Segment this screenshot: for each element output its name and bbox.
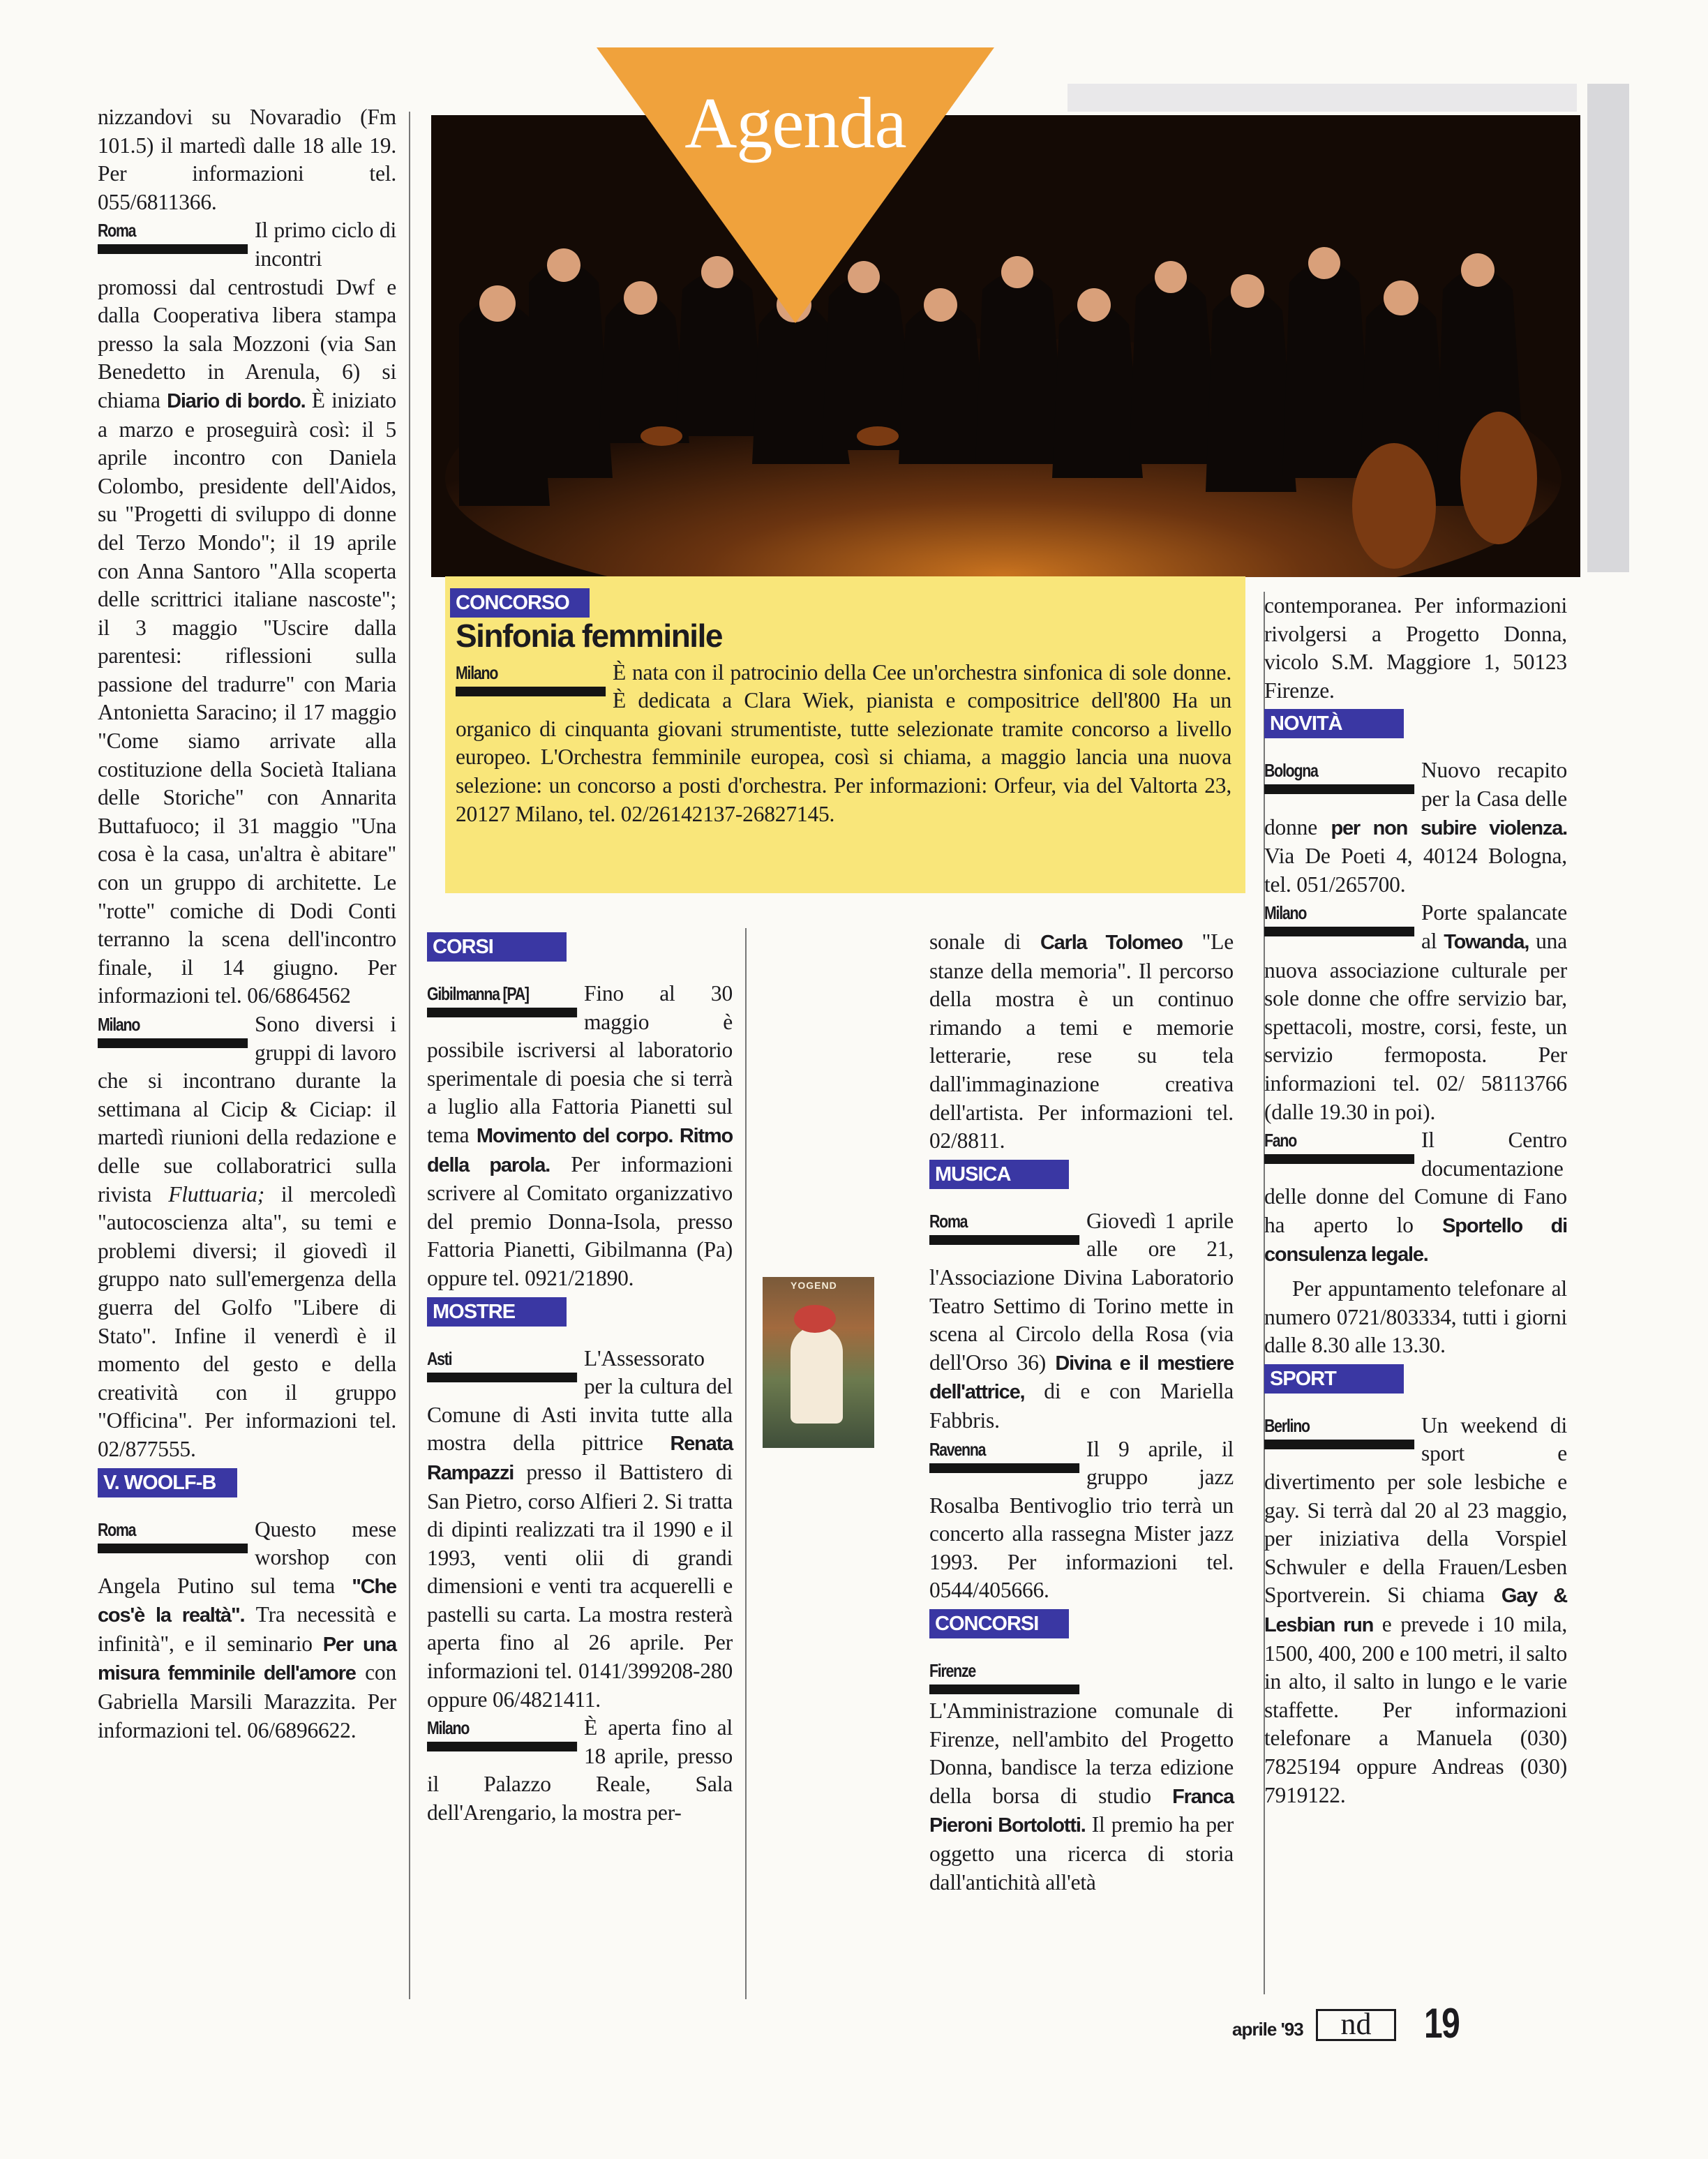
location-bar: [1264, 784, 1414, 794]
location-label: Roma: [98, 220, 136, 241]
section-title: Agenda: [684, 83, 906, 163]
location-label: Asti: [427, 1347, 452, 1369]
entry-text: Un weekend di sport e divertimento per sole lesbiche e gay. Si terrà dal 20 al 23 maggio, per iniziativa della Vorspiel Schwuler e della Frauen/Lesben Sportverein. Si chiama: [1264, 1412, 1567, 1608]
entry-text: di e con Mariella Fabbris.: [929, 1379, 1234, 1433]
location-label: Roma: [98, 1518, 136, 1540]
entry-highlight: Sportello di consulenza legale.: [1264, 1214, 1567, 1267]
category-label: NOVITÀ: [1264, 709, 1404, 738]
location-bar: [427, 1742, 577, 1751]
entry-gibilmanna: [427, 980, 733, 1293]
entry-asti: [427, 1345, 733, 1714]
location-label: Milano: [98, 1014, 140, 1035]
footer-date: aprile '93: [1232, 2019, 1303, 2040]
entry-text: Fino al 30 maggio è possibile iscriversi al laboratorio sperimentale di poesia che si terrà a luglio alla Fattoria Pianetti sul tema: [427, 981, 733, 1147]
magazine-logo: nd: [1316, 2009, 1396, 2041]
box-text: È nata con il patrocinio della Cee un'orchestra sinfonica di sole donne. È dedicata a Clara Wiek, pianista e compositrice dell'800 Ha un organico di cinquanta giovani strumentiste, tutte selezionate tramite concorso a livello europeo. L'Orchestra femminile europea, così si chiama, a maggio lancia una nuova selezione: un concorso a posti d'orchestra. Per informazioni: Orfeur, via del Valtorta 23, 20127 Milano, tel. 02/26142137-26827145.: [456, 659, 1231, 826]
location-label: Berlino: [1264, 1414, 1310, 1436]
intro-text: contemporanea. Per informazioni rivolgersi a Progetto Donna, vicolo S.M. Maggiore 1, 50123 Firenze.: [1264, 593, 1567, 703]
location-bar: [98, 244, 248, 254]
poster-image: [763, 1277, 874, 1448]
entry-text: Porte spalancate al: [1421, 900, 1567, 953]
intro-text: [929, 928, 1234, 1156]
location-bar: [1264, 1154, 1414, 1164]
entry-text: e prevede i 10 mila, 1500, 400, 200 e 100 metri, il salto in alto, il salto in lungo e le varie staffette. Per informazioni telefonare a Manuela (030) 7825194 oppure Andreas (030) 7919122.: [1264, 1612, 1567, 1807]
entry-roma: [929, 1207, 1234, 1435]
category-label: SPORT: [1264, 1364, 1404, 1394]
entry-text: il mercoledì "autocoscienza alta", su temi e problemi diversi; il giovedì il gruppo nato sull'emergenza della guerra del Golfo "Libere di Stato". Infine il venerdì è il momento del gesto e della creatività con il gruppo "Officina". Per informazioni tel. 02/877555.: [98, 1181, 397, 1461]
location-bar: [456, 687, 606, 696]
location-bar: [427, 1008, 577, 1017]
column-3: [929, 928, 1234, 1897]
location-bar: [98, 1038, 248, 1048]
box-entry: [450, 659, 1231, 829]
entry-text: Il premio ha per oggetto una ricerca di storia dall'antichità all'età: [929, 1812, 1234, 1895]
entry-fano: [1264, 1126, 1567, 1269]
intro-text: nizzandovi su Novaradio (Fm 101.5) il martedì dalle 18 alle 19. Per informazioni tel. 055/6811366.: [98, 105, 396, 214]
entry-text: con Gabriella Marsili Marazzita. Per informazioni tel. 06/6896622.: [98, 1660, 396, 1742]
poster-text: YOGEND: [791, 1280, 837, 1291]
entry-ravenna: [929, 1435, 1234, 1606]
location-bar: [929, 1463, 1079, 1473]
entry-highlight: "Che cos'è la realtà".: [98, 1575, 396, 1627]
category-label: CONCORSI: [929, 1609, 1069, 1638]
entry-highlight: Franca Pieroni Bortolotti.: [929, 1785, 1234, 1837]
entry-text: Nuovo recapito per la Casa delle donne: [1264, 758, 1567, 839]
column-rule-1: [409, 112, 410, 1999]
box-title: Sinfonia femminile: [456, 618, 722, 654]
entry-text: L'Assessorato per la cultura del Comune di Asti invita tutte alla mostra della pittrice: [427, 1345, 733, 1456]
entry-text: Per informazioni scrivere al Comitato organizzativo del premio Donna-Isola, presso Fattoria Pianetti, Gibilmanna (Pa) oppure tel. 0921/21890.: [427, 1151, 733, 1290]
entry-highlight: Towanda,: [1444, 930, 1529, 953]
location-bar: [1264, 1440, 1414, 1449]
location-label: Milano: [456, 662, 498, 683]
entry-roma-2: [98, 1516, 396, 1745]
location-bar: [1264, 927, 1414, 936]
category-label: CONCORSO: [450, 588, 590, 618]
column-2: [427, 928, 733, 1828]
entry-text: presso il Battistero di San Pietro, corso Alfieri 2. Si tratta di dipinti realizzati tra il 1990 e il 1993, venti olii di grandi dimensioni e venti tra acquerelli e pastelli su carta. La mostra resterà aperta fino al 26 aprile. Per informazioni tel. 0141/399208-280 oppure 06/4821411.: [427, 1459, 733, 1712]
entry-highlight: per non subire violenza.: [1331, 816, 1567, 839]
location-label: Gibilmanna [PA]: [427, 983, 529, 1004]
location-label: Firenze: [929, 1660, 976, 1682]
entry-highlight: Renata Rampazzi: [427, 1433, 733, 1484]
entry-text: Giovedì 1 aprile alle ore 21, l'Associazione Divina Laboratorio Teatro Settimo di Torino mette in scena al Circolo della Rosa (via dell'Orso 36): [929, 1208, 1234, 1375]
entry-text: una nuova associazione culturale per sole donne che offre servizio bar, spettacoli, mostre, corsi, feste, un servizio fermoposta. Per informazioni tel. 02/ 58113766 (dalle 19.30 in poi).: [1264, 928, 1567, 1124]
entry-berlino: [1264, 1412, 1567, 1809]
entry-highlight: Movimento del corpo. Ritmo della parola.: [427, 1124, 733, 1176]
location-bar: [929, 1684, 1079, 1694]
entry-roma: [98, 216, 396, 1010]
entry-milano: [98, 1010, 396, 1464]
entry-firenze: [929, 1657, 1234, 1897]
entry-bologna: [1264, 756, 1567, 899]
entry-fano-appointment: Per appuntamento telefonare al numero 0721/803334, tutti i giorni dalle 8.30 alle 13.30.: [1264, 1276, 1567, 1358]
entry-text: Via De Poeti 4, 40124 Bologna, tel. 051/265700.: [1264, 844, 1567, 897]
entry-text: È aperta fino al 18 aprile, presso il Palazzo Reale, Sala dell'Arengario, la mostra per-: [427, 1715, 733, 1825]
location-bar: [427, 1373, 577, 1382]
page-number: 19: [1424, 2000, 1460, 2047]
location-label: Roma: [929, 1210, 968, 1232]
entry-milano: [427, 1714, 733, 1827]
entry-highlight: Gay & Lesbian run: [1264, 1585, 1567, 1636]
faded-text-shade: [1068, 84, 1577, 112]
entry-highlight: Diario di bordo.: [167, 389, 306, 412]
location-label: Bologna: [1264, 760, 1318, 782]
entry-text: Il primo ciclo di incontri promossi dal centrostudi Dwf e dalla Cooperativa libera stampa presso la sala Mozzoni (via San Benedetto in Arenula, 6) si chiama: [98, 218, 396, 412]
entry-text: Questo mese worshop con Angela Putino sul tema: [98, 1516, 396, 1598]
entry-text: Tra necessità e infinità", e il seminario: [98, 1602, 397, 1656]
entry-highlight: Divina e il mestiere dell'attrice,: [929, 1352, 1234, 1404]
location-label: Milano: [1264, 902, 1307, 924]
category-label: CORSI: [427, 932, 567, 962]
entry-text: "Le stanze della memoria". Il percorso della mostra è un continuo rimando a temi e memorie letterarie, rese su tela dall'immaginazione creativa dell'artista. Per informazioni tel. 02/8811.: [929, 929, 1234, 1153]
category-label: MUSICA: [929, 1160, 1069, 1189]
entry-italic: Fluttuaria;: [168, 1181, 265, 1206]
location-label: Milano: [427, 1717, 470, 1739]
category-label: V. WOOLF-B: [98, 1468, 237, 1497]
entry-highlight: Carla Tolomeo: [1040, 932, 1183, 954]
entry-text: sonale di: [929, 929, 1040, 954]
poster-figure: [791, 1326, 843, 1424]
entry-text: Il Centro documentazione delle donne del Comune di Fano ha aperto lo: [1264, 1128, 1567, 1237]
entry-text: L'Amministrazione comunale di Firenze, nell'ambito del Progetto Donna, bandisce la terza edizione della borsa di studio: [929, 1698, 1234, 1808]
right-edge-shade: [1587, 84, 1629, 572]
entry-highlight: Per una misura femminile dell'amore: [98, 1633, 396, 1685]
entry-text: Il 9 aprile, il gruppo jazz Rosalba Bentivoglio trio terrà un concerto alla rassegna Mister jazz 1993. Per informazioni tel. 0544/405666.: [929, 1436, 1234, 1603]
location-bar: [929, 1235, 1079, 1245]
column-1: [98, 103, 396, 1745]
poster-hat: [794, 1305, 836, 1333]
location-label: Fano: [1264, 1130, 1297, 1151]
entry-text: È iniziato a marzo e proseguirà così: il 5 aprile incontro con Daniela Colombo, presidente dell'Aidos, su "Progetti di sviluppo di donne del Terzo Mondo"; il 19 aprile con Anna Santoro "Alla scoperta delle scrittrici italiane nascoste"; il 3 maggio "Uscire dalla parentesi: riflessioni sulla passione del tradurre" con Maria Antonietta Saracino; il 17 maggio "Come siamo arrivate alla costituzione della Società Italiana delle Storiche" con Annarita Buttafuoco; il 31 maggio "Una cosa è la casa, un'altra è abitare" con un gruppo di architette. Le "rotte" comiche di Dodi Conti terranno la scena dell'incontro finale, il 14 giugno. Per informazioni tel. 06/6864562: [98, 387, 396, 1008]
column-4: [1264, 592, 1567, 1809]
location-bar: [98, 1544, 248, 1553]
location-label: Ravenna: [929, 1438, 986, 1460]
column-rule-2: [745, 928, 747, 1999]
category-label: MOSTRE: [427, 1297, 567, 1327]
entry-milano: [1264, 899, 1567, 1126]
entry-text: Sono diversi i gruppi di lavoro che si incontrano durante la settimana al Cicip & Ciciap: il martedì riunioni della redazione e delle sue collaboratrici sulla rivista: [98, 1012, 396, 1206]
